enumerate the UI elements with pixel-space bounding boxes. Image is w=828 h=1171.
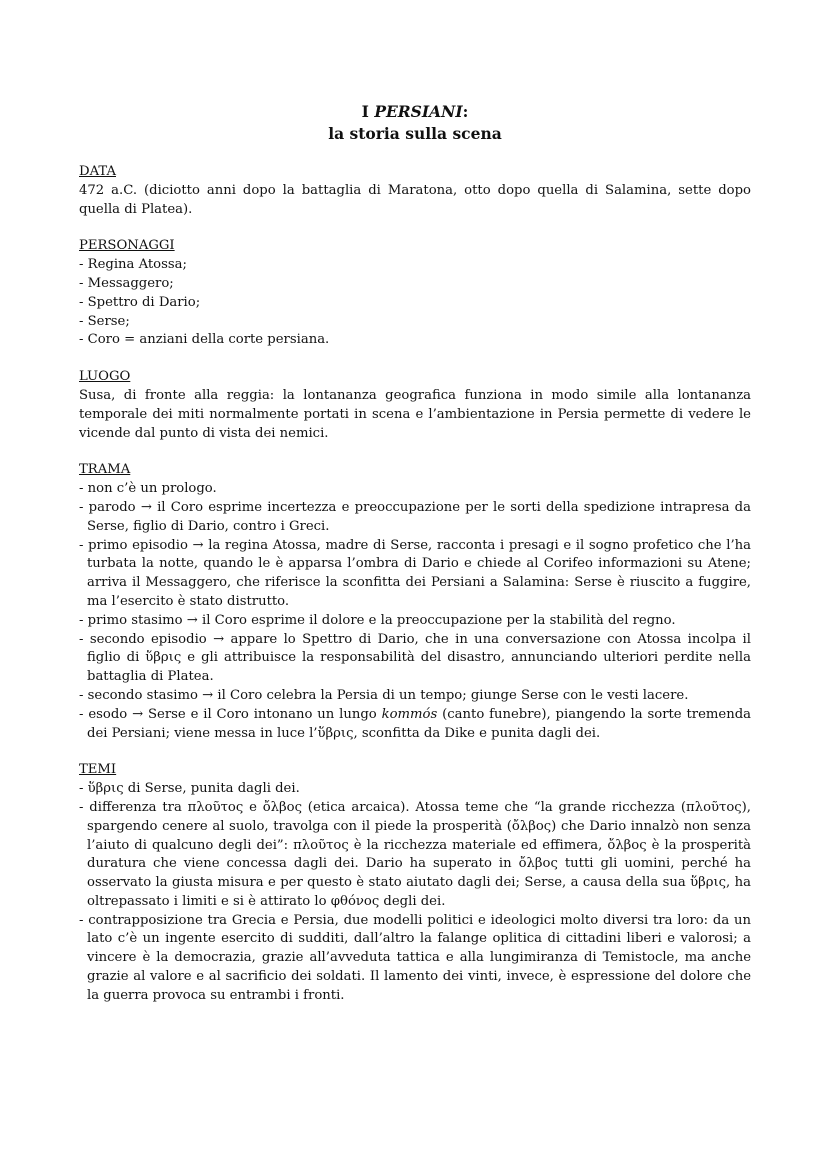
list-item: - Messaggero; <box>79 275 174 291</box>
list-item: - ὕβρις di Serse, punita dagli dei. <box>79 781 300 797</box>
list-item: - Spettro di Dario; <box>79 294 201 310</box>
section-data <box>79 163 751 219</box>
luogo-text: Susa, di fronte alla reggia: la lontananza geografica funziona in modo simile alla lontananza temporale dei miti normalmente portati in scena e l’ambientazione in Persia permette di vedere le vicende dal punto di vista dei nemici. <box>79 387 751 441</box>
list-item: - Coro = anziani della corte persiana. <box>79 332 330 348</box>
kommos-term: kommós <box>381 706 438 722</box>
data-text: 472 a.C. (diciotto anni dopo la battaglia di Maratona, otto dopo quella di Salamina, sette dopo quella di Platea). <box>79 182 751 217</box>
title-play-name: PERSIANI <box>374 102 463 121</box>
section-personaggi <box>79 237 751 350</box>
document-page <box>79 0 751 1006</box>
list-item: - parodo → il Coro esprime incertezza e preoccupazione per le sorti della spedizione intrapresa da Serse, figlio di Dario, contro i Greci. <box>79 499 751 534</box>
section-heading-personaggi: PERSONAGGI <box>79 238 175 254</box>
title-line-2: la storia sulla scena <box>328 124 502 143</box>
document-title <box>79 101 751 145</box>
list-item: - primo stasimo → il Coro esprime il dolore e la preoccupazione per la stabilità del regno. <box>79 612 676 628</box>
list-item: - secondo episodio → appare lo Spettro di Dario, che in una conversazione con Atossa incolpa il figlio di ὕβρις e gli attribuisce la responsabilità del disastro, annunciando ulteriori perdite nella battaglia di Platea. <box>79 631 751 685</box>
list-item: - Regina Atossa; <box>79 257 187 273</box>
list-item: - secondo stasimo → il Coro celebra la Persia di un tempo; giunge Serse con le vesti lacere. <box>79 687 689 703</box>
section-heading-data: DATA <box>79 164 116 179</box>
section-trama <box>79 461 751 743</box>
list-item: - primo episodio → la regina Atossa, madre di Serse, racconta i presagi e il sogno profetico che l’ha turbata la notte, quando le è apparsa l’ombra di Dario e chiede al Corifeo informazioni su Atene; arriva il Messaggero, che riferisce la sconfitta dei Persiani a Salamina: Serse è riuscito a fuggire, ma l’esercito è stato distrutto. <box>79 537 751 609</box>
list-item: - contrapposizione tra Grecia e Persia, due modelli politici e ideologici molto diversi tra loro: da un lato c’è un ingente esercito di sudditi, dall’altro la falange oplitica di cittadini liberi e valorosi; a vincere è la democrazia, grazie all’avveduta tattica e alla lungimiranza di Temistocle, ma anche grazie al valore e al sacrificio dei soldati. Il lamento dei vinti, invece, è espressione del dolore che la guerra provoca su entrambi i fronti. <box>79 912 751 1003</box>
list-item-esodo: - esodo → Serse e il Coro intonano un lungo kommós (canto funebre), piangendo la sorte tremenda dei Persiani; viene messa in luce l’ὕβρις, sconfitta da Dike e punita dagli dei. <box>79 706 751 741</box>
section-heading-temi: TEMI <box>79 762 117 778</box>
list-item: - differenza tra πλοῦτος e ὄλβος (etica arcaica). Atossa teme che “la grande ricchezza (πλοῦτος), spargendo cenere al suolo, travolga con il piede la prosperità (ὄλβος) che Dario innalzò non senza l’aiuto di qualcuno degli dei”: πλοῦτος è la ricchezza materiale ed effimera, ὄλβος è la prosperità duratura che viene concessa dagli dei. Dario ha superato in ὄλβος tutti gli uomini, perché ha osservato la giusta misura e per questo è stato aiutato dagli dei; Serse, a causa della sua ὕβρις, ha oltrepassato i limiti e si è attirato lo φθόνος degli dei. <box>79 799 751 909</box>
section-heading-luogo: LUOGO <box>79 369 131 385</box>
section-heading-trama: TRAMA <box>79 462 131 478</box>
list-item: - Serse; <box>79 313 130 329</box>
section-temi <box>79 761 751 1005</box>
section-luogo <box>79 368 751 443</box>
list-item: - non c’è un prologo. <box>79 481 217 497</box>
title-line-1: I PERSIANI: <box>361 102 469 121</box>
